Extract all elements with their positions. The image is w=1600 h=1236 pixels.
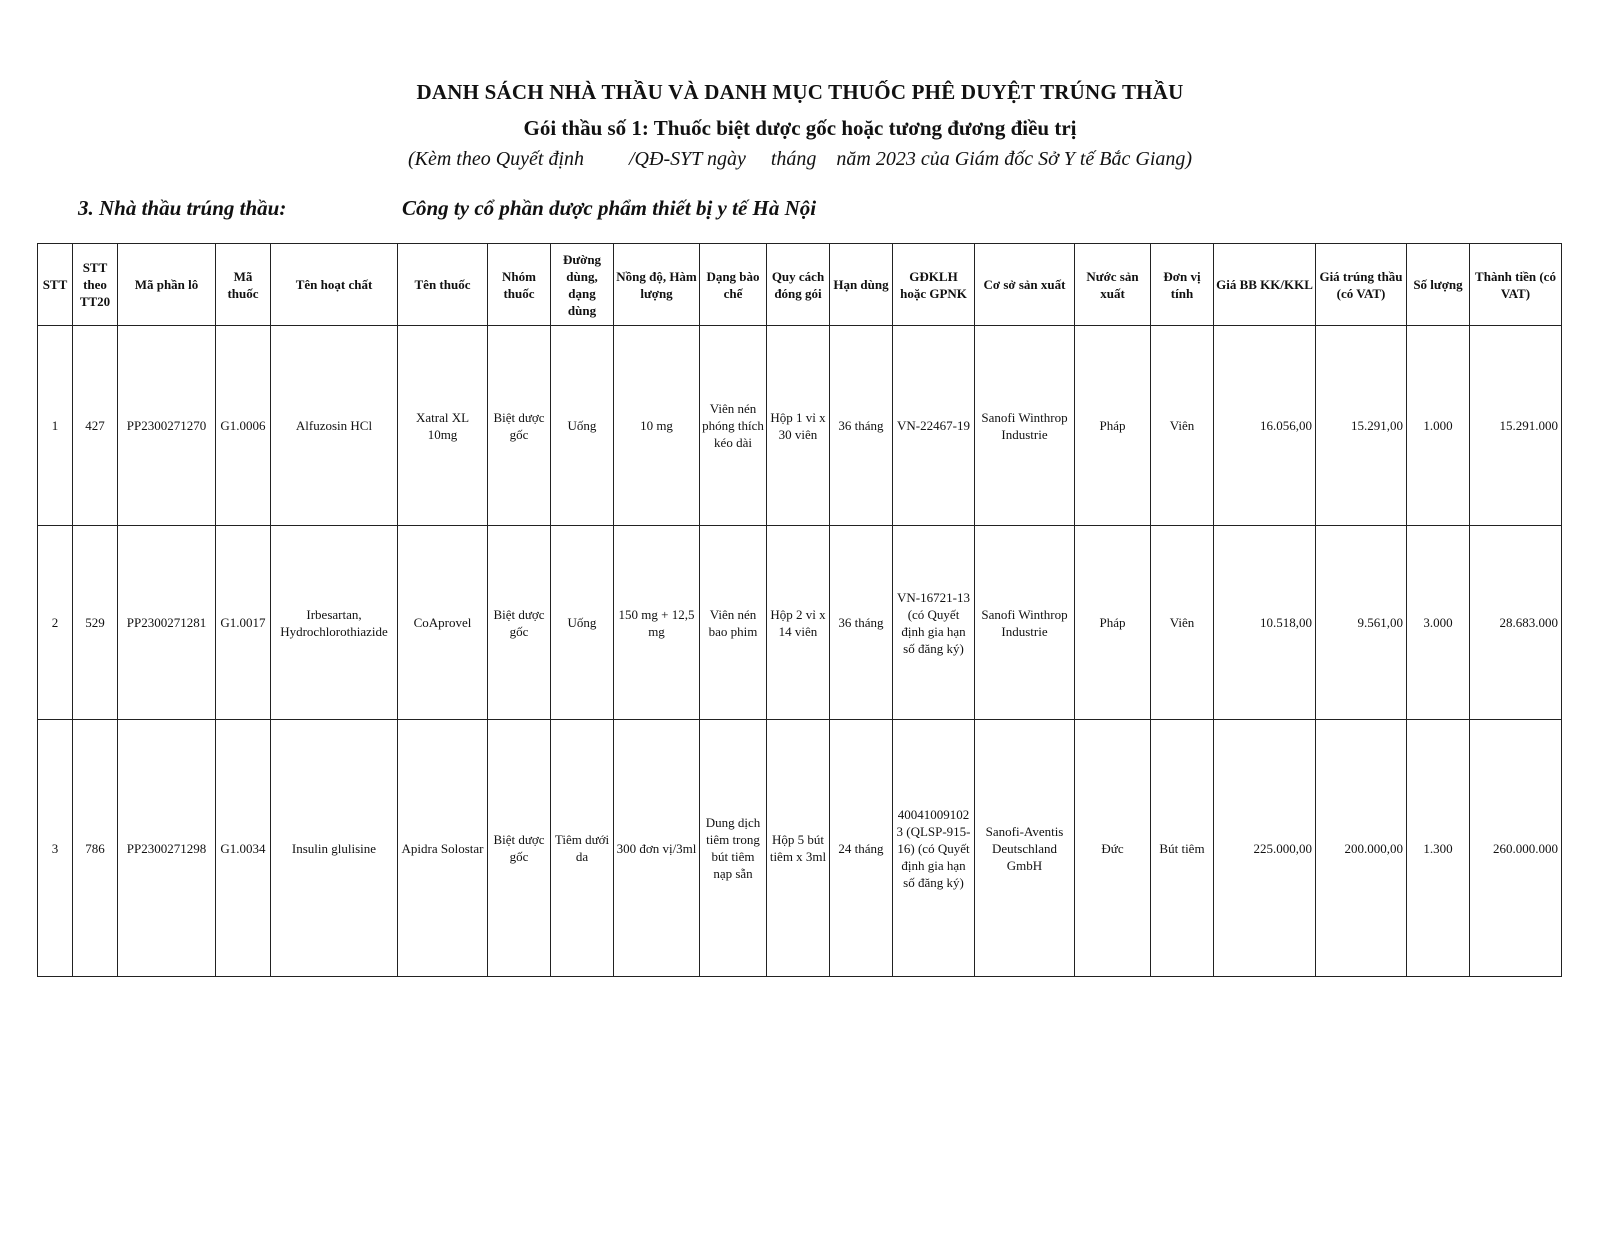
table-row [38, 720, 1562, 977]
cell-dosage-form: Dung dịch tiêm trong bút tiêm nạp sẵn [700, 720, 767, 977]
table-header-row [38, 244, 1562, 326]
winning-bids-table [37, 243, 1562, 977]
cell-manufacturer: Sanofi Winthrop Industrie [975, 526, 1075, 720]
cell-stt-tt20: 427 [73, 326, 118, 526]
col-header-shelf-life: Hạn dùng [830, 244, 893, 326]
cell-total: 28.683.000 [1470, 526, 1562, 720]
cell-stt: 2 [38, 526, 73, 720]
cell-route: Uống [551, 326, 614, 526]
col-header-registration: GĐKLH hoặc GPNK [893, 244, 975, 326]
cell-drug-name: Xatral XL 10mg [398, 326, 488, 526]
cell-declared-price: 225.000,00 [1214, 720, 1316, 977]
cell-declared-price: 16.056,00 [1214, 326, 1316, 526]
cell-quantity: 1.000 [1407, 326, 1470, 526]
cell-lot-code: PP2300271298 [118, 720, 216, 977]
cell-route: Tiêm dưới da [551, 720, 614, 977]
col-header-route: Đường dùng, dạng dùng [551, 244, 614, 326]
cell-group: Biệt dược gốc [488, 326, 551, 526]
cell-drug-code: G1.0034 [216, 720, 271, 977]
cell-drug-name: CoAprovel [398, 526, 488, 720]
col-header-quantity: Số lượng [1407, 244, 1470, 326]
col-header-drug-code: Mã thuốc [216, 244, 271, 326]
cell-shelf-life: 36 tháng [830, 526, 893, 720]
col-header-manufacturer: Cơ sở sản xuất [975, 244, 1075, 326]
cell-quantity: 3.000 [1407, 526, 1470, 720]
cell-lot-code: PP2300271281 [118, 526, 216, 720]
cell-country: Đức [1075, 720, 1151, 977]
decision-note: (Kèm theo Quyết định /QĐ-SYT ngày tháng năm 2023 của Giám đốc Sở Y tế Bắc Giang) [407, 148, 1193, 170]
cell-drug-name: Apidra Solostar [398, 720, 488, 977]
cell-active-ingredient: Irbesartan, Hydrochlorothiazide [271, 526, 398, 720]
cell-shelf-life: 24 tháng [830, 720, 893, 977]
cell-shelf-life: 36 tháng [830, 326, 893, 526]
cell-total: 15.291.000 [1470, 326, 1562, 526]
cell-stt: 1 [38, 326, 73, 526]
cell-declared-price: 10.518,00 [1214, 526, 1316, 720]
cell-strength: 10 mg [614, 326, 700, 526]
cell-registration: VN-22467-19 [893, 326, 975, 526]
col-header-strength: Nồng độ, Hàm lượng [614, 244, 700, 326]
document-subtitle: Gói thầu số 1: Thuốc biệt dược gốc hoặc tương đương điều trị [523, 116, 1077, 140]
col-header-lot-code: Mã phần lô [118, 244, 216, 326]
col-header-winning-price: Giá trúng thầu (có VAT) [1316, 244, 1407, 326]
cell-strength: 300 đơn vị/3ml [614, 720, 700, 977]
cell-stt-tt20: 529 [73, 526, 118, 720]
cell-registration: 400410091023 (QLSP-915-16) (có Quyết định gia hạn số đăng ký) [893, 720, 975, 977]
cell-packaging: Hộp 1 vỉ x 30 viên [767, 326, 830, 526]
table-row [38, 526, 1562, 720]
cell-winning-price: 15.291,00 [1316, 326, 1407, 526]
document-title: DANH SÁCH NHÀ THẦU VÀ DANH MỤC THUỐC PHÊ DUYỆT TRÚNG THẦU [416, 80, 1184, 104]
cell-unit: Viên [1151, 526, 1214, 720]
winner-name: Công ty cổ phần dược phẩm thiết bị y tế Hà Nội [402, 196, 817, 220]
col-header-country: Nước sản xuất [1075, 244, 1151, 326]
cell-dosage-form: Viên nén bao phim [700, 526, 767, 720]
col-header-stt: STT [38, 244, 73, 326]
cell-unit: Viên [1151, 326, 1214, 526]
cell-stt-tt20: 786 [73, 720, 118, 977]
table-row [38, 326, 1562, 526]
col-header-group: Nhóm thuốc [488, 244, 551, 326]
cell-drug-code: G1.0017 [216, 526, 271, 720]
cell-group: Biệt dược gốc [488, 526, 551, 720]
col-header-drug-name: Tên thuốc [398, 244, 488, 326]
col-header-dosage-form: Dạng bào chế [700, 244, 767, 326]
cell-active-ingredient: Alfuzosin HCl [271, 326, 398, 526]
cell-group: Biệt dược gốc [488, 720, 551, 977]
col-header-stt-tt20: STT theo TT20 [73, 244, 118, 326]
cell-active-ingredient: Insulin glulisine [271, 720, 398, 977]
cell-total: 260.000.000 [1470, 720, 1562, 977]
cell-packaging: Hộp 2 vỉ x 14 viên [767, 526, 830, 720]
col-header-total: Thành tiền (có VAT) [1470, 244, 1562, 326]
col-header-declared-price: Giá BB KK/KKL [1214, 244, 1316, 326]
col-header-packaging: Quy cách đóng gói [767, 244, 830, 326]
cell-country: Pháp [1075, 526, 1151, 720]
cell-manufacturer: Sanofi-Aventis Deutschland GmbH [975, 720, 1075, 977]
cell-dosage-form: Viên nén phóng thích kéo dài [700, 326, 767, 526]
cell-manufacturer: Sanofi Winthrop Industrie [975, 326, 1075, 526]
cell-registration: VN-16721-13 (có Quyết định gia hạn số đăng ký) [893, 526, 975, 720]
cell-drug-code: G1.0006 [216, 326, 271, 526]
winner-label: 3. Nhà thầu trúng thầu: [78, 196, 287, 220]
cell-lot-code: PP2300271270 [118, 326, 216, 526]
cell-winning-price: 9.561,00 [1316, 526, 1407, 720]
cell-stt: 3 [38, 720, 73, 977]
cell-country: Pháp [1075, 326, 1151, 526]
cell-strength: 150 mg + 12,5 mg [614, 526, 700, 720]
cell-route: Uống [551, 526, 614, 720]
cell-unit: Bút tiêm [1151, 720, 1214, 977]
cell-winning-price: 200.000,00 [1316, 720, 1407, 977]
cell-quantity: 1.300 [1407, 720, 1470, 977]
cell-packaging: Hộp 5 bút tiêm x 3ml [767, 720, 830, 977]
col-header-active-ingredient: Tên hoạt chất [271, 244, 398, 326]
col-header-unit: Đơn vị tính [1151, 244, 1214, 326]
